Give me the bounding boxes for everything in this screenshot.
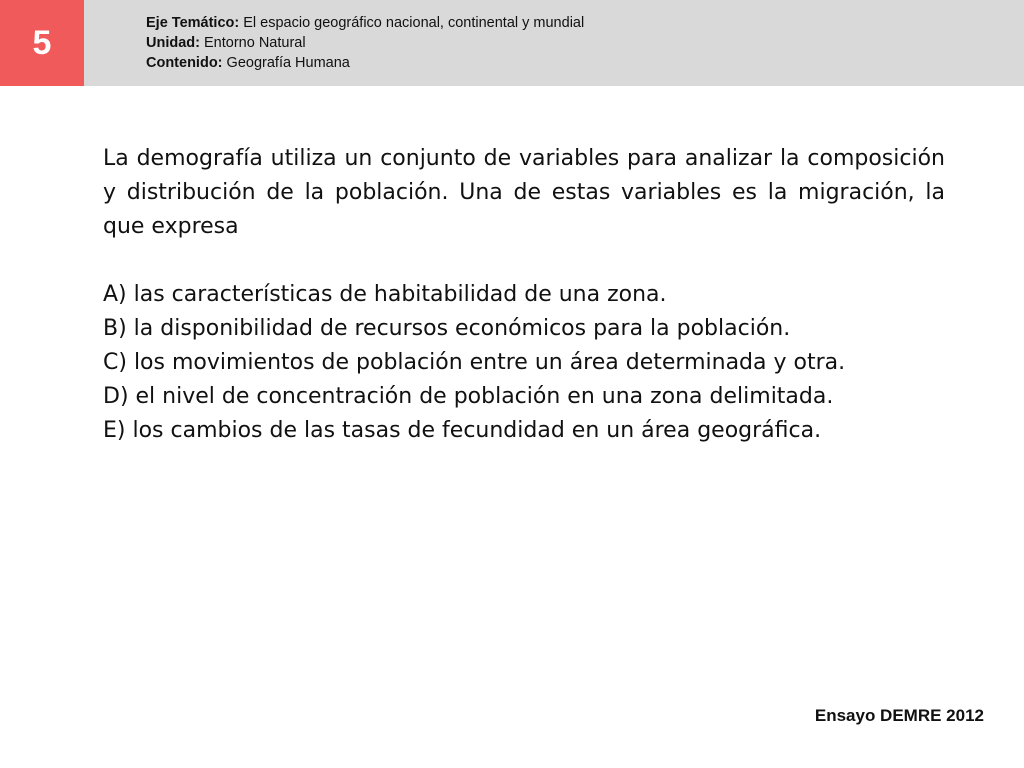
- eje-tematico-value: El espacio geográfico nacional, continental y mundial: [243, 15, 585, 31]
- header-bar: [0, 0, 1024, 86]
- option-b: B) la disponibilidad de recursos económicos para la población.: [103, 316, 791, 341]
- unidad-label: Unidad:: [146, 35, 200, 51]
- unidad-value: Entorno Natural: [204, 35, 306, 51]
- option-a: A) las características de habitabilidad de una zona.: [103, 282, 667, 307]
- eje-tematico-label: Eje Temático:: [146, 15, 240, 31]
- option-e: E) los cambios de las tasas de fecundidad en un área geográfica.: [103, 418, 822, 443]
- contenido-row: [146, 53, 584, 73]
- option-c: C) los movimientos de población entre un área determinada y otra.: [103, 350, 846, 375]
- question-number: 5: [32, 24, 52, 62]
- contenido-label: Contenido:: [146, 55, 223, 71]
- source-label: Ensayo DEMRE 2012: [814, 706, 984, 725]
- unidad-row: [146, 33, 584, 53]
- contenido-value: Geografía Humana: [226, 55, 350, 71]
- question-stem: La demografía utiliza un conjunto de variables para analizar la composición y distribución de la población. Una de estas variables es la migración, la que expresa: [103, 146, 945, 239]
- question-number-badge: [0, 0, 84, 86]
- topic-info: [146, 13, 584, 73]
- eje-tematico-row: [146, 13, 584, 33]
- answer-options: [103, 278, 945, 448]
- option-d: D) el nivel de concentración de población en una zona delimitada.: [103, 384, 834, 409]
- question-block: [103, 142, 945, 448]
